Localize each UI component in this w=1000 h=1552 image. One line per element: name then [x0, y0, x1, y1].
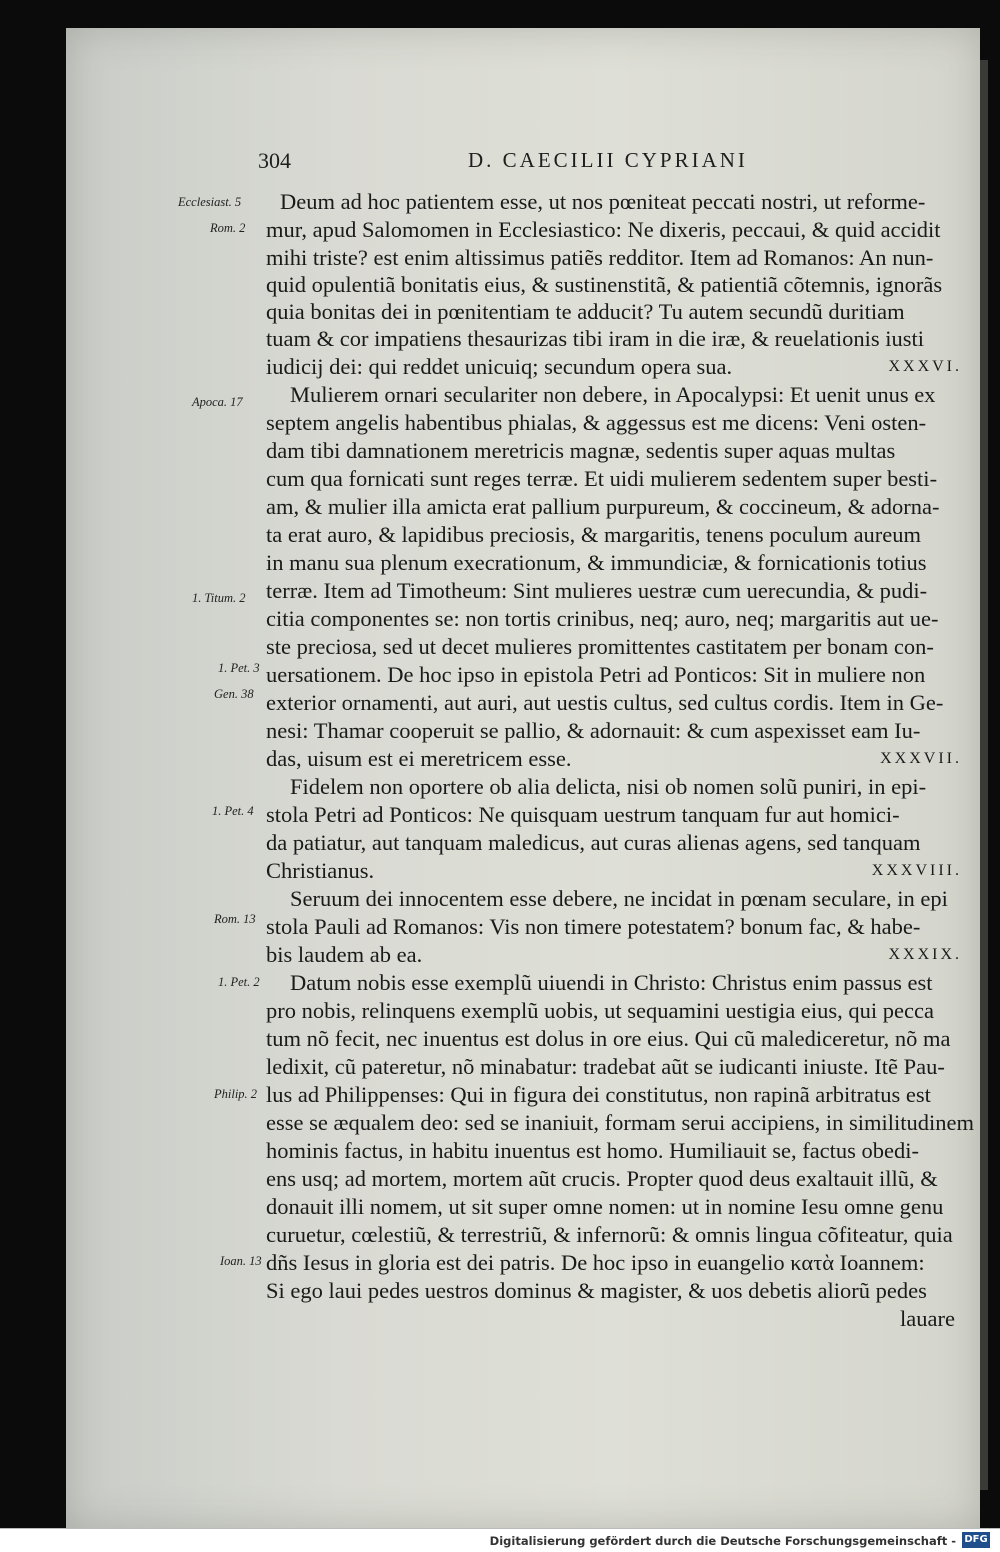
margin-note: Ioan. 13 — [220, 1254, 262, 1268]
text-line: dam tibi damnationem meretricis magnæ, sedentis super aquas multas — [266, 438, 896, 463]
text-line: tum nõ fecit, nec inuentus est dolus in ore eius. Qui cũ malediceretur, nõ ma — [266, 1026, 951, 1051]
section-numeral: XXXVI. — [888, 358, 962, 375]
page-number: 304 — [258, 148, 291, 173]
text-line: esse se æqualem deo: sed se inaniuit, formam serui accipiens, in similitudinem — [266, 1110, 974, 1135]
section-numeral: XXXIX. — [888, 946, 962, 963]
margin-note: Gen. 38 — [214, 687, 254, 701]
text-line: dñs Iesus in gloria est dei patris. De hoc ipso in euangelio κατὰ Ioannem: — [266, 1250, 925, 1275]
text-line: Christianus. — [266, 858, 375, 883]
text-line: ens usq; ad mortem, mortem aũt crucis. Propter quod deus exaltauit illũ, & — [266, 1166, 938, 1191]
text-line: quid opulentiã bonitatis eius, & sustinenstitã, & patientiã cõtemnis, ignorãs — [266, 272, 943, 297]
margin-note: Rom. 2 — [210, 221, 246, 235]
text-line: iudicij dei: qui reddet unicuiq; secundum opera sua. — [266, 354, 733, 379]
text-line: am, & mulier illa amicta erat pallium purpureum, & coccineum, & adorna- — [266, 494, 940, 519]
text-line: Deum ad hoc patientem esse, ut nos pœniteat peccati nostri, ut reforme- — [280, 189, 926, 214]
margin-note: 1. Pet. 3 — [218, 661, 260, 675]
text-line: uersationem. De hoc ipso in epistola Petri ad Ponticos: Sit in muliere non — [266, 662, 926, 687]
margin-note: 1. Pet. 4 — [212, 804, 254, 818]
text-line: cum qua fornicati sunt reges terræ. Et uidi mulierem sedentem super besti- — [266, 466, 938, 491]
text-line: stola Pauli ad Romanos: Vis non timere potestatem? bonum fac, & habe- — [266, 914, 921, 939]
text-line: bis laudem ab ea. — [266, 942, 423, 967]
margin-note: 1. Pet. 2 — [218, 975, 260, 989]
text-line: exterior ornamenti, aut auri, aut uestis cultus, sed cultus cordis. Item in Ge- — [266, 690, 944, 715]
text-line-with-numeral — [266, 352, 962, 382]
text-line: Fidelem non oportere ob alia delicta, nisi ob nomen solũ puniri, in epi- — [290, 774, 927, 799]
funding-notice: Digitalisierung gefördert durch die Deutsche Forschungsgemeinschaft - — [489, 1534, 956, 1548]
text-line: curuetur, cœlestiũ, & terrestriũ, & infernorũ: & omnis lingua cõfiteatur, quia — [266, 1222, 953, 1247]
section-numeral: XXXVII. — [880, 750, 962, 767]
text-line: mur, apud Salomomen in Ecclesiastico: Ne dixeris, peccaui, & quid accidit — [266, 217, 941, 242]
margin-note: Philip. 2 — [214, 1087, 258, 1101]
text-line: Seruum dei innocentem esse debere, ne incidat in pœnam seculare, in epi — [290, 886, 948, 911]
text-line: ta erat auro, & lapidibus preciosis, & margaritis, tenens poculum aureum — [266, 522, 922, 547]
footer-bar — [0, 1528, 1000, 1552]
margin-note: 1. Titum. 2 — [192, 591, 246, 605]
dfg-logo-icon[interactable]: DFG — [962, 1532, 990, 1548]
text-line: hominis factus, in habitu inuentus est homo. Humiliauit se, factus obedi- — [266, 1138, 920, 1163]
text-line: das, uisum est ei meretricem esse. — [266, 746, 572, 771]
text-line: septem angelis habentibus phialas, & aggessus est me dicens: Veni osten- — [266, 410, 927, 435]
text-line: nesi: Thamar cooperuit se pallio, & adornauit: & cum aspexisset eam Iu- — [266, 718, 921, 743]
text-line: Si ego laui pedes uestros dominus & magister, & uos debetis aliorũ pedes — [266, 1278, 927, 1303]
margin-note: Rom. 13 — [214, 912, 256, 926]
text-line: tuam & cor impatiens thesaurizas tibi iram in die iræ, & reuelationis iusti — [266, 326, 924, 351]
section-numeral: XXXVIII. — [871, 862, 962, 879]
margin-note: Apoca. 17 — [192, 395, 243, 409]
text-line: quia bonitas dei in pœnitentiam te adducit? Tu autem secundũ duritiam — [266, 299, 905, 324]
text-line: donauit illi nomem, ut sit super omne nomen: ut in nomine Iesu omne genu — [266, 1194, 944, 1219]
text-line: pro nobis, relinquens exemplũ uobis, ut sequamini uestigia eius, qui pecca — [266, 998, 934, 1023]
text-line-with-numeral — [266, 856, 962, 886]
text-line: ledixit, cũ pateretur, nõ minabatur: tradebat aũt se iudicanti iniuste. Itẽ Pau- — [266, 1054, 945, 1079]
text-line: ste preciosa, sed ut decet mulieres promittentes castitatem per bonam con- — [266, 634, 934, 659]
text-line: lus ad Philippenses: Qui in figura dei constitutus, non rapinã arbitratus est — [266, 1082, 931, 1107]
text-line: da patiatur, aut tanquam maledicus, aut curas alienas agens, sed tanquam — [266, 830, 921, 855]
text-line: terræ. Item ad Timotheum: Sint mulieres uestræ cum uerecundia, & pudi- — [266, 578, 928, 603]
running-title: D. CAECILII CYPRIANI — [468, 148, 748, 172]
catchword: lauare — [900, 1306, 955, 1331]
text-line: citia componentes se: non tortis crinibus, neq; auro, neq; margaritis aut ue- — [266, 606, 939, 631]
text-line: in manu sua plenum execrationum, & immundiciæ, & fornicationis totius — [266, 550, 927, 575]
text-line: stola Petri ad Ponticos: Ne quisquam uestrum tanquam fur aut homici- — [266, 802, 900, 827]
text-line: mihi triste? est enim altissimus patiẽs redditor. Item ad Romanos: An nun- — [266, 245, 934, 270]
margin-note: Ecclesiast. 5 — [178, 195, 242, 209]
text-line: Mulierem ornari seculariter non debere, in Apocalypsi: Et uenit unus ex — [290, 382, 936, 407]
text-line-with-numeral — [266, 940, 962, 970]
text-line-with-numeral — [266, 744, 962, 774]
text-line: Datum nobis esse exemplũ uiuendi in Christo: Christus enim passus est — [290, 970, 933, 995]
